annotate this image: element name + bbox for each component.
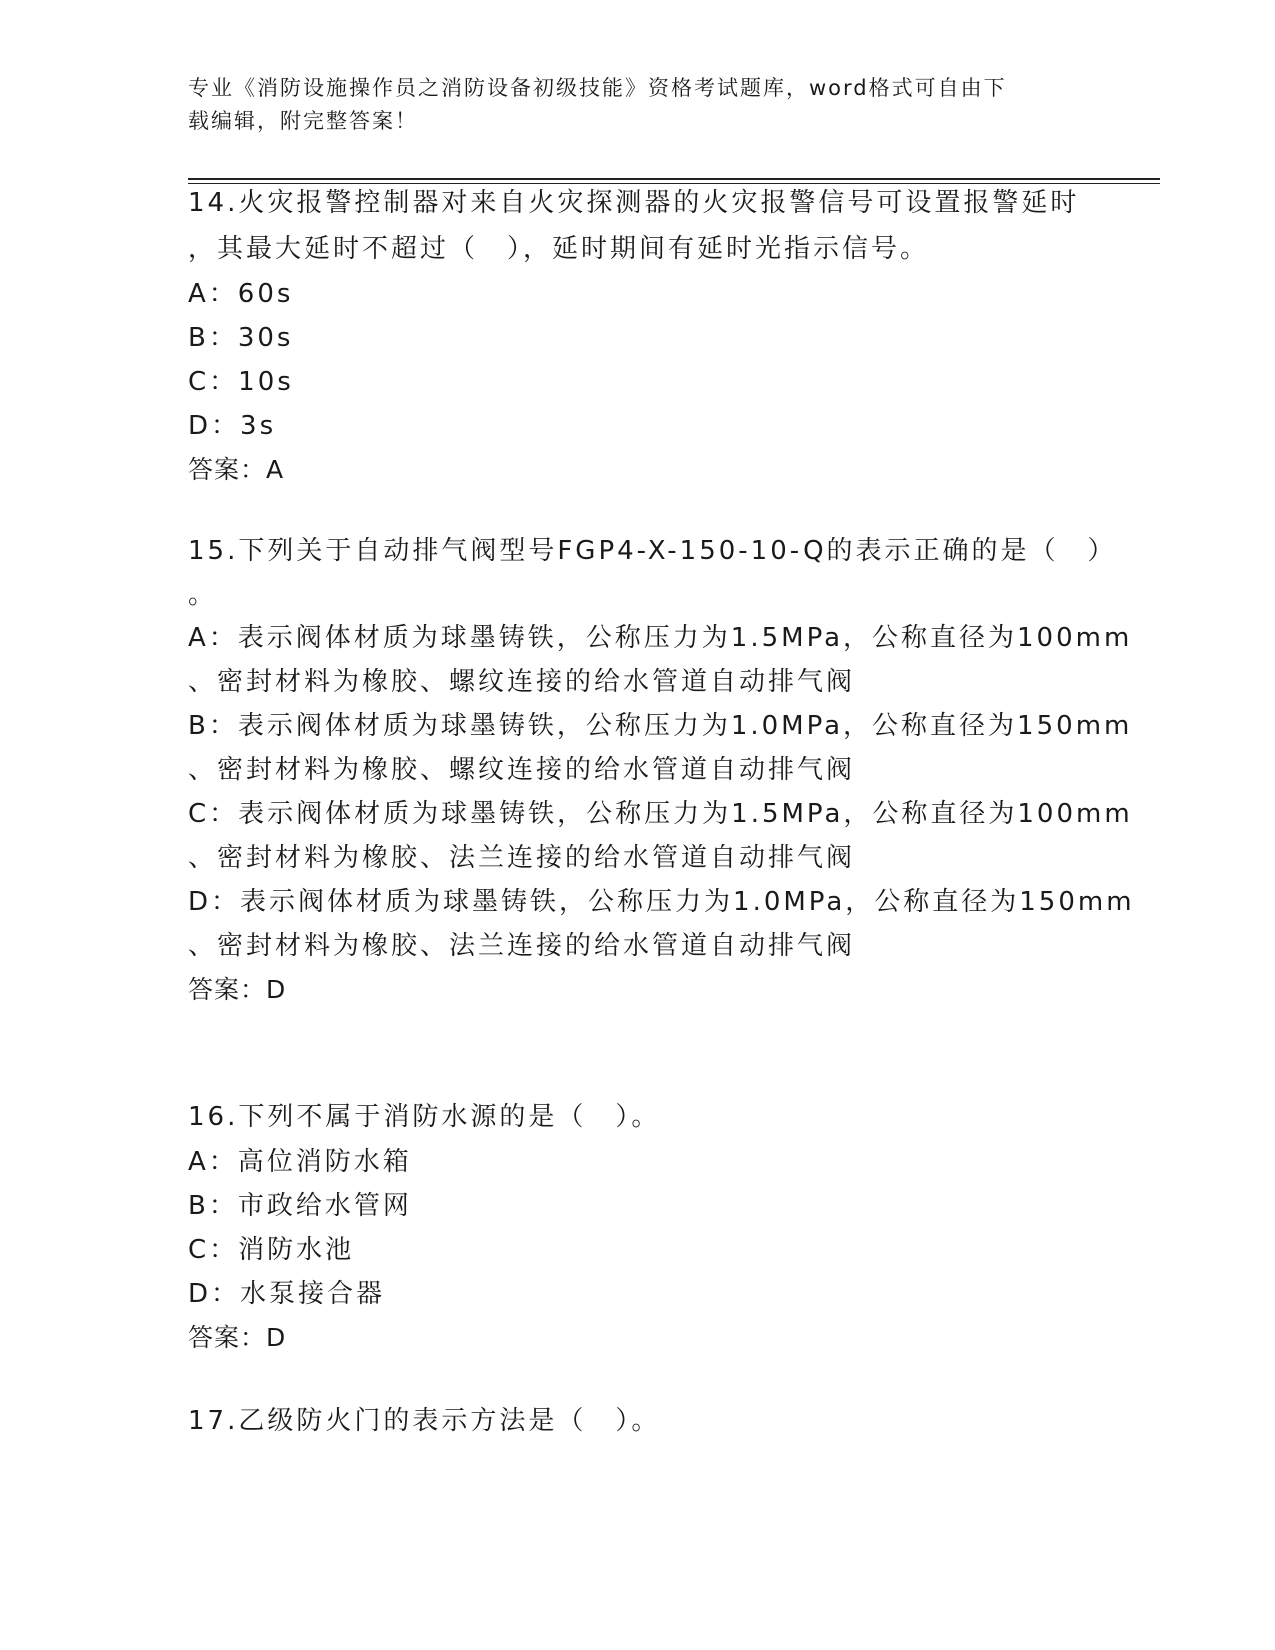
option-b-cont: 、密封材料为橡胶、螺纹连接的给水管道自动排气阀 (188, 755, 856, 785)
option-c-cont: 、密封材料为橡胶、法兰连接的给水管道自动排气阀 (188, 843, 856, 873)
option-a-cont: 、密封材料为橡胶、螺纹连接的给水管道自动排气阀 (188, 667, 856, 697)
question-15 (188, 528, 1135, 1012)
document-header (188, 72, 1068, 138)
question-stem: ，其最大延时不超过（ ），延时期间有延时光指示信号。 (188, 234, 930, 264)
option-d-cont: 、密封材料为橡胶、法兰连接的给水管道自动排气阀 (188, 931, 856, 961)
question-stem: 14.火灾报警控制器对来自火灾探测器的火灾报警信号可设置报警延时 (188, 188, 1080, 218)
option-c: C：表示阀体材质为球墨铸铁，公称压力为1.5MPa，公称直径为100mm (188, 799, 1133, 829)
answer: 答案：D (188, 975, 287, 1004)
option-b: B：30s (188, 323, 294, 353)
option-a: A：高位消防水箱 (188, 1147, 412, 1177)
question-stem: 。 (188, 580, 218, 610)
option-b: B：表示阀体材质为球墨铸铁，公称压力为1.0MPa，公称直径为150mm (188, 711, 1133, 741)
question-14 (188, 180, 1088, 492)
option-d: D：表示阀体材质为球墨铸铁，公称压力为1.0MPa，公称直径为150mm (188, 887, 1135, 917)
header-line: 专业《消防设施操作员之消防设备初级技能》资格考试题库，word格式可自由下 (188, 76, 1007, 100)
header-line: 载编辑，附完整答案！ (188, 109, 418, 133)
option-b: B：市政给水管网 (188, 1191, 412, 1221)
option-d: D：3s (188, 411, 277, 441)
question-stem: 15.下列关于自动排气阀型号FGP4-X-150-10-Q的表示正确的是（ ） (188, 536, 1117, 566)
question-17 (188, 1398, 1088, 1444)
question-stem: 16.下列不属于消防水源的是（ ）。 (188, 1102, 661, 1132)
question-16 (188, 1094, 1088, 1360)
option-d: D：水泵接合器 (188, 1279, 386, 1309)
question-stem: 17.乙级防火门的表示方法是（ ）。 (188, 1406, 661, 1436)
answer: 答案：D (188, 1323, 287, 1352)
answer: 答案：A (188, 455, 285, 484)
option-c: C：消防水池 (188, 1235, 355, 1265)
option-a: A：表示阀体材质为球墨铸铁，公称压力为1.5MPa，公称直径为100mm (188, 623, 1133, 653)
option-a: A：60s (188, 279, 294, 309)
option-c: C：10s (188, 367, 294, 397)
